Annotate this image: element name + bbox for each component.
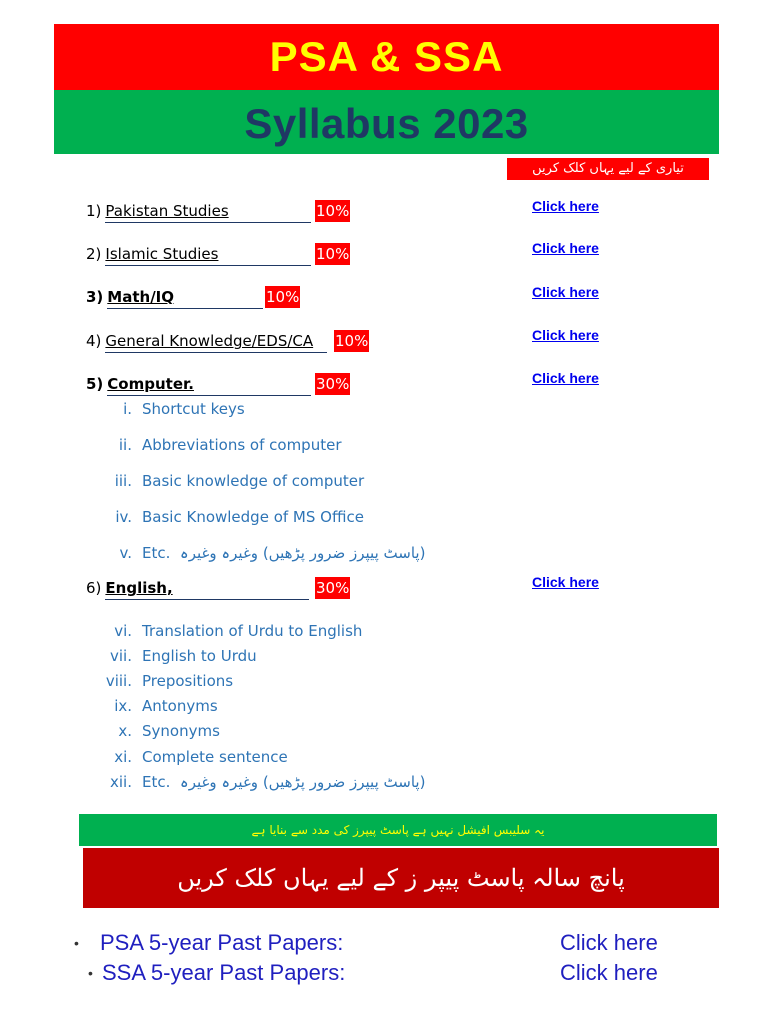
list-item (92, 771, 432, 793)
urdu-note: (پاسٹ پیپرز ضرور پڑھیں) وغیرہ وغیرہ (179, 544, 426, 562)
disclaimer-banner: یہ سلیبس افیشل نہیں ہے پاسٹ پیپرز کی مدد سے بنایا ہے (79, 814, 717, 846)
bullet-icon: • (88, 965, 93, 981)
bullet-icon: • (74, 935, 79, 951)
list-marker: xi. (114, 748, 132, 766)
list-item (92, 620, 432, 642)
subtitle-banner (54, 90, 719, 154)
subject-row (86, 577, 350, 599)
topic-text (142, 542, 425, 564)
subject-number: 2) (86, 245, 102, 263)
list-marker: vi. (114, 622, 132, 640)
subject-name: Computer. (107, 373, 311, 396)
subject-number: 5) (86, 375, 104, 393)
list-item (92, 645, 432, 667)
list-item (92, 542, 432, 564)
etc-text: Etc. (142, 544, 171, 562)
topic-text: Shortcut keys (142, 400, 245, 418)
list-marker: v. (119, 544, 132, 562)
subject-row (86, 330, 369, 352)
pakistan-studies-link[interactable]: Click here (532, 198, 599, 214)
list-item (92, 670, 432, 692)
computer-link[interactable]: Click here (532, 370, 599, 386)
page-title: PSA & SSA (269, 33, 504, 80)
psa-past-papers-link[interactable]: Click here (560, 930, 658, 955)
subject-name: English, (105, 577, 309, 600)
english-link[interactable]: Click here (532, 574, 599, 590)
topic-text: Translation of Urdu to English (142, 622, 363, 640)
percent-badge: 10% (335, 332, 369, 350)
list-marker: ix. (114, 697, 132, 715)
list-item (92, 506, 432, 528)
list-marker: iv. (115, 508, 132, 526)
list-marker: vii. (110, 647, 132, 665)
list-marker: viii. (105, 672, 132, 690)
list-marker: iii. (114, 472, 132, 490)
subject-number: 3) (86, 288, 104, 306)
list-item (92, 720, 432, 742)
list-item (92, 434, 432, 456)
topic-text: English to Urdu (142, 647, 257, 665)
prep-note-label: تیاری کے لیے یہاں کلک کریں (507, 158, 709, 180)
subject-row (86, 200, 350, 222)
subject-name: Math/IQ (107, 286, 263, 309)
percent-badge: 10% (316, 202, 350, 220)
title-banner (54, 24, 719, 90)
percent-badge: 30% (316, 579, 350, 597)
page-subtitle: Syllabus 2023 (244, 100, 529, 147)
subject-number: 4) (86, 332, 102, 350)
list-marker: ii. (118, 436, 132, 454)
list-marker: x. (118, 722, 132, 740)
topic-text: Synonyms (142, 722, 220, 740)
list-marker: i. (123, 400, 132, 418)
topic-text: Complete sentence (142, 748, 288, 766)
percent-badge: 30% (316, 375, 350, 393)
general-knowledge-link[interactable]: Click here (532, 327, 599, 343)
subject-name: Islamic Studies (105, 243, 311, 266)
list-item (92, 470, 432, 492)
percent-badge: 10% (266, 288, 300, 306)
math-iq-link[interactable]: Click here (532, 284, 599, 300)
subject-row (86, 373, 350, 395)
list-marker: xii. (110, 773, 132, 791)
topic-text: Abbreviations of computer (142, 436, 342, 454)
urdu-note: (پاسٹ پیپرز ضرور پڑھیں) وغیرہ وغیرہ (179, 773, 426, 791)
topic-text: Basic knowledge of computer (142, 472, 365, 490)
islamic-studies-link[interactable]: Click here (532, 240, 599, 256)
ssa-past-papers-link[interactable]: Click here (560, 960, 658, 985)
subject-number: 1) (86, 202, 102, 220)
topic-text: Prepositions (142, 672, 234, 690)
subject-name: General Knowledge/EDS/CA (105, 330, 327, 353)
list-item (92, 695, 432, 717)
topic-text (142, 771, 425, 793)
etc-text: Etc. (142, 773, 171, 791)
subject-name: Pakistan Studies (105, 200, 311, 223)
subject-row (86, 286, 300, 308)
subject-number: 6) (86, 579, 102, 597)
past-paper-label: SSA 5-year Past Papers: (102, 960, 346, 985)
list-item (92, 746, 432, 768)
past-paper-label: PSA 5-year Past Papers: (100, 930, 344, 955)
topic-text: Basic Knowledge of MS Office (142, 508, 364, 526)
subject-row (86, 243, 350, 265)
past-papers-banner[interactable]: پانچ سالہ پاسٹ پیپر ز کے لیے یہاں کلک کریں (83, 848, 719, 908)
list-item (92, 398, 432, 420)
percent-badge: 10% (316, 245, 350, 263)
topic-text: Antonyms (142, 697, 218, 715)
